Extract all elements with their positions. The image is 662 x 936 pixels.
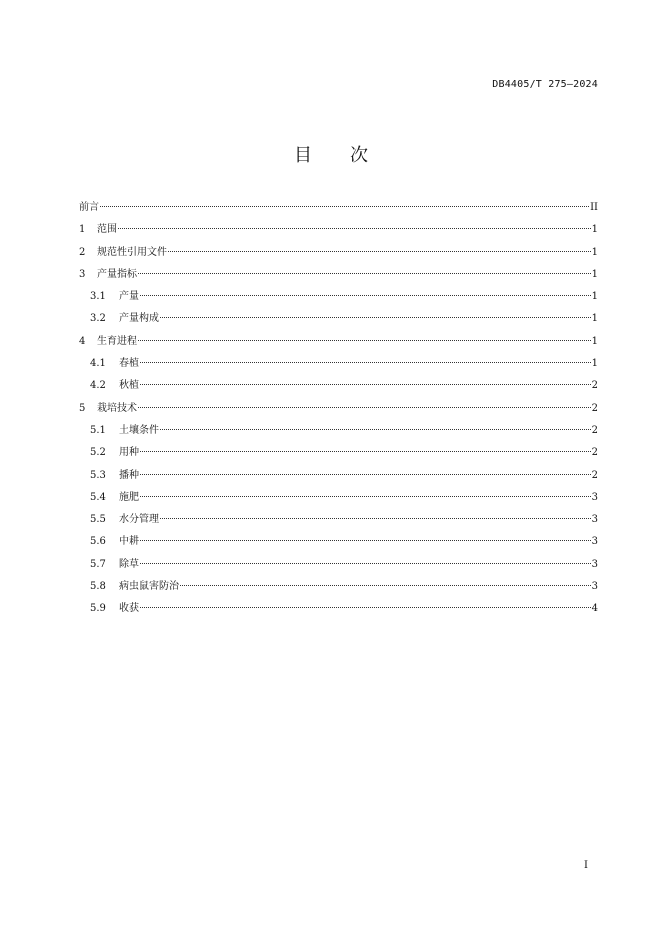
toc-entry-title: 水分管理 [119, 514, 159, 526]
toc-dot-leader [100, 206, 589, 207]
toc-entry[interactable] [79, 245, 598, 267]
toc-entry-page: 3 [591, 514, 598, 526]
toc-entry-title: 秋植 [119, 380, 139, 392]
toc-entry-number: 5.4 [90, 491, 106, 503]
toc-dot-leader [140, 563, 591, 564]
toc-entry-title: 规范性引用文件 [97, 246, 167, 258]
toc-entry-title: 范围 [97, 224, 117, 236]
toc-entry[interactable] [79, 601, 598, 623]
toc-dot-leader [160, 518, 591, 519]
toc-dot-leader [160, 429, 591, 430]
toc-dot-leader [140, 451, 591, 452]
toc-dot-leader [140, 362, 591, 363]
toc-entry-page: 2 [591, 402, 598, 414]
toc-entry-page: II [590, 202, 598, 213]
toc-entry-title: 产量构成 [119, 313, 159, 325]
toc-entry[interactable] [79, 356, 598, 378]
toc-entry[interactable] [79, 334, 598, 356]
toc-entry-page: 2 [591, 447, 598, 459]
toc-entry-number: 3 [79, 268, 86, 280]
toc-entry-page: 1 [591, 224, 598, 236]
toc-entry-page: 4 [591, 603, 598, 615]
toc-entry-title: 收获 [119, 603, 139, 615]
toc-entry-number: 5.9 [90, 603, 106, 615]
toc-entry[interactable] [79, 490, 598, 512]
toc-entry-page: 2 [591, 380, 598, 392]
toc-entry-page: 1 [591, 268, 598, 280]
toc-entry[interactable] [79, 445, 598, 467]
toc-dot-leader [138, 340, 591, 341]
toc-entry-page: 1 [591, 246, 598, 258]
toc-entry-title: 产量指标 [97, 268, 137, 280]
toc-dot-leader [118, 228, 591, 229]
toc-entry-title: 春植 [119, 358, 139, 370]
toc-entry-page: 2 [591, 469, 598, 481]
toc-entry-page: 2 [591, 424, 598, 436]
toc-dot-leader [180, 585, 591, 586]
toc-entry-number: 4 [79, 335, 86, 347]
toc-entry-title: 除草 [119, 558, 139, 570]
toc-entry-number: 5.6 [90, 536, 106, 548]
toc-entry-title: 中耕 [119, 536, 139, 548]
toc-entry[interactable] [79, 512, 598, 534]
toc-entry[interactable] [79, 222, 598, 244]
toc-entry-title: 用种 [119, 447, 139, 459]
toc-entry-page: 3 [591, 558, 598, 570]
toc-entry[interactable] [79, 401, 598, 423]
toc-entry-title: 产量 [119, 291, 139, 303]
toc-entry-page: 1 [591, 358, 598, 370]
toc-dot-leader [160, 317, 591, 318]
toc-entry-number: 5.2 [90, 447, 106, 459]
toc-entry-title: 生育进程 [97, 335, 137, 347]
toc-entry-number: 3.1 [90, 291, 106, 303]
toc-entry-number: 5.1 [90, 424, 106, 436]
toc-entry-page: 3 [591, 491, 598, 503]
toc-dot-leader [140, 384, 591, 385]
toc-entry-number: 5.3 [90, 469, 106, 481]
toc-entry-number: 5 [79, 402, 86, 414]
toc-entry-number: 3.2 [90, 313, 106, 325]
toc-entry-title: 播种 [119, 469, 139, 481]
toc-entry-number: 2 [79, 246, 86, 258]
toc-entry-number: 4.2 [90, 380, 106, 392]
page-number: I [584, 860, 588, 871]
toc-dot-leader [140, 295, 591, 296]
toc-entry-title: 病虫鼠害防治 [119, 581, 179, 593]
toc-entry-number: 5.7 [90, 558, 106, 570]
toc-entry-page: 3 [591, 536, 598, 548]
toc-dot-leader [138, 407, 591, 408]
toc-dot-leader [168, 251, 591, 252]
page-title: 目次 [294, 145, 406, 166]
toc-entry[interactable] [79, 557, 598, 579]
toc-dot-leader [140, 474, 591, 475]
toc-entry-title: 栽培技术 [97, 402, 137, 414]
toc-dot-leader [140, 540, 591, 541]
toc-entry[interactable] [79, 468, 598, 490]
toc-entry[interactable] [79, 423, 598, 445]
toc-entry[interactable] [79, 534, 598, 556]
toc-entry-page: 1 [591, 335, 598, 347]
toc-dot-leader [140, 496, 591, 497]
toc-entry[interactable] [79, 267, 598, 289]
toc-entry-title: 土壤条件 [119, 424, 159, 436]
toc-entry[interactable] [79, 378, 598, 400]
toc-entry-number: 5.8 [90, 581, 106, 593]
toc-entry-page: 3 [591, 581, 598, 593]
toc-entry[interactable] [79, 289, 598, 311]
toc-entry-number: 1 [79, 224, 86, 236]
table-of-contents [79, 200, 598, 624]
toc-entry[interactable] [79, 311, 598, 333]
document-id: DB4405/T 275—2024 [492, 79, 598, 90]
toc-entry[interactable] [79, 579, 598, 601]
toc-entry-number: 4.1 [90, 358, 106, 370]
toc-entry-page: 1 [591, 313, 598, 325]
toc-entry-title: 前言 [79, 202, 99, 213]
toc-entry-title: 施肥 [119, 491, 139, 503]
toc-dot-leader [140, 607, 591, 608]
toc-dot-leader [138, 273, 591, 274]
toc-entry-number: 5.5 [90, 514, 106, 526]
toc-entry-page: 1 [591, 291, 598, 303]
toc-entry[interactable] [79, 200, 598, 222]
